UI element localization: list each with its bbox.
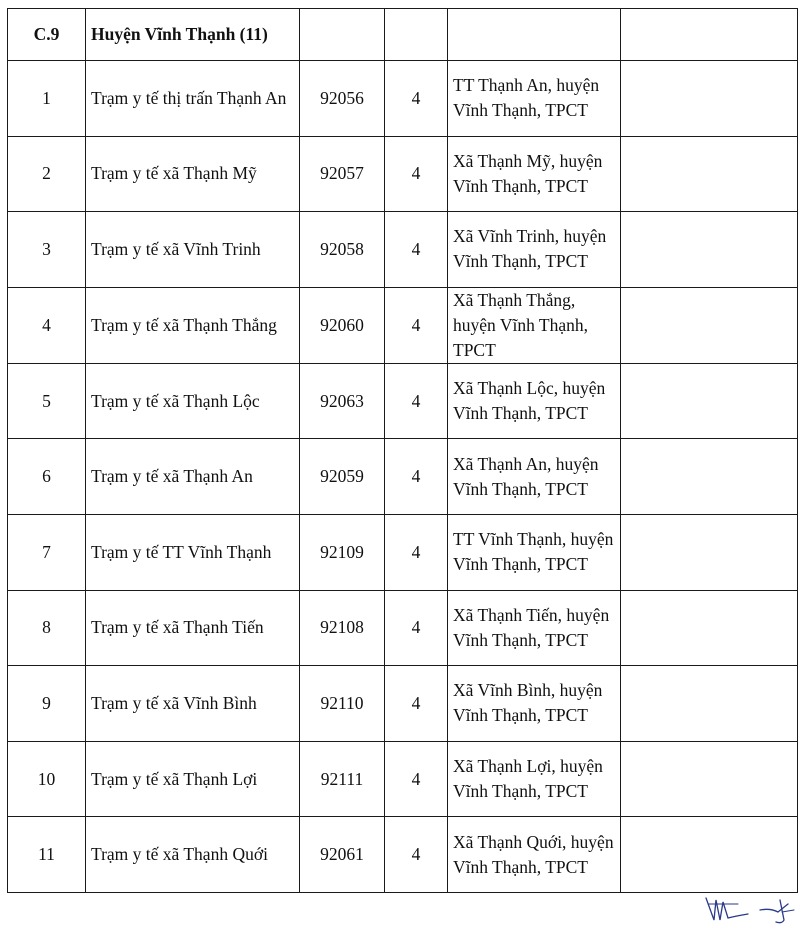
facility-grade: 4 bbox=[385, 287, 448, 363]
table-row bbox=[8, 666, 798, 742]
facility-address: Xã Thạnh Lộc, huyện Vĩnh Thạnh, TPCT bbox=[448, 363, 621, 439]
facility-grade: 4 bbox=[385, 514, 448, 590]
section-empty-cell bbox=[300, 9, 385, 61]
section-empty-cell bbox=[621, 9, 798, 61]
table-row bbox=[8, 514, 798, 590]
row-number: 3 bbox=[8, 212, 86, 288]
row-number: 9 bbox=[8, 666, 86, 742]
facility-name: Trạm y tế thị trấn Thạnh An bbox=[86, 61, 300, 137]
facility-address: Xã Vĩnh Trinh, huyện Vĩnh Thạnh, TPCT bbox=[448, 212, 621, 288]
table-row bbox=[8, 590, 798, 666]
facility-grade: 4 bbox=[385, 666, 448, 742]
facility-code: 92059 bbox=[300, 439, 385, 515]
table-row bbox=[8, 61, 798, 137]
note-cell bbox=[621, 439, 798, 515]
note-cell bbox=[621, 666, 798, 742]
facility-address: Xã Thạnh Lợi, huyện Vĩnh Thạnh, TPCT bbox=[448, 741, 621, 817]
table-row bbox=[8, 363, 798, 439]
facility-name: Trạm y tế TT Vĩnh Thạnh bbox=[86, 514, 300, 590]
facility-name: Trạm y tế xã Thạnh Lộc bbox=[86, 363, 300, 439]
table-row bbox=[8, 136, 798, 212]
note-cell bbox=[621, 590, 798, 666]
facility-address: Xã Thạnh An, huyện Vĩnh Thạnh, TPCT bbox=[448, 439, 621, 515]
facility-code: 92111 bbox=[300, 741, 385, 817]
facility-grade: 4 bbox=[385, 212, 448, 288]
section-header-row bbox=[8, 9, 798, 61]
row-number: 5 bbox=[8, 363, 86, 439]
row-number: 11 bbox=[8, 817, 86, 893]
section-code: C.9 bbox=[8, 9, 86, 61]
facility-grade: 4 bbox=[385, 136, 448, 212]
note-cell bbox=[621, 61, 798, 137]
facility-code: 92056 bbox=[300, 61, 385, 137]
facility-table bbox=[7, 8, 798, 893]
row-number: 7 bbox=[8, 514, 86, 590]
facility-grade: 4 bbox=[385, 817, 448, 893]
table-row bbox=[8, 741, 798, 817]
row-number: 8 bbox=[8, 590, 86, 666]
table-row bbox=[8, 817, 798, 893]
facility-code: 92109 bbox=[300, 514, 385, 590]
note-cell bbox=[621, 741, 798, 817]
facility-code: 92063 bbox=[300, 363, 385, 439]
facility-name: Trạm y tế xã Thạnh An bbox=[86, 439, 300, 515]
facility-name: Trạm y tế xã Vĩnh Bình bbox=[86, 666, 300, 742]
facility-name: Trạm y tế xã Thạnh Mỹ bbox=[86, 136, 300, 212]
facility-name: Trạm y tế xã Thạnh Lợi bbox=[86, 741, 300, 817]
facility-address: Xã Vĩnh Bình, huyện Vĩnh Thạnh, TPCT bbox=[448, 666, 621, 742]
facility-code: 92108 bbox=[300, 590, 385, 666]
row-number: 6 bbox=[8, 439, 86, 515]
table-row bbox=[8, 287, 798, 363]
facility-code: 92061 bbox=[300, 817, 385, 893]
table-row bbox=[8, 212, 798, 288]
facility-name: Trạm y tế xã Thạnh Tiến bbox=[86, 590, 300, 666]
facility-address: TT Vĩnh Thạnh, huyện Vĩnh Thạnh, TPCT bbox=[448, 514, 621, 590]
facility-code: 92058 bbox=[300, 212, 385, 288]
facility-grade: 4 bbox=[385, 363, 448, 439]
note-cell bbox=[621, 363, 798, 439]
facility-name: Trạm y tế xã Thạnh Quới bbox=[86, 817, 300, 893]
section-empty-cell bbox=[385, 9, 448, 61]
facility-grade: 4 bbox=[385, 61, 448, 137]
facility-name: Trạm y tế xã Thạnh Thắng bbox=[86, 287, 300, 363]
facility-name: Trạm y tế xã Vĩnh Trinh bbox=[86, 212, 300, 288]
note-cell bbox=[621, 514, 798, 590]
facility-grade: 4 bbox=[385, 439, 448, 515]
facility-code: 92110 bbox=[300, 666, 385, 742]
note-cell bbox=[621, 817, 798, 893]
handwritten-signature bbox=[698, 890, 798, 930]
note-cell bbox=[621, 136, 798, 212]
note-cell bbox=[621, 287, 798, 363]
section-title: Huyện Vĩnh Thạnh (11) bbox=[86, 9, 300, 61]
row-number: 2 bbox=[8, 136, 86, 212]
section-empty-cell bbox=[448, 9, 621, 61]
table-row bbox=[8, 439, 798, 515]
facility-grade: 4 bbox=[385, 741, 448, 817]
facility-address: Xã Thạnh Thắng, huyện Vĩnh Thạnh, TPCT bbox=[448, 287, 621, 363]
facility-grade: 4 bbox=[385, 590, 448, 666]
facility-code: 92060 bbox=[300, 287, 385, 363]
note-cell bbox=[621, 212, 798, 288]
facility-address: Xã Thạnh Tiến, huyện Vĩnh Thạnh, TPCT bbox=[448, 590, 621, 666]
facility-address: Xã Thạnh Mỹ, huyện Vĩnh Thạnh, TPCT bbox=[448, 136, 621, 212]
facility-address: Xã Thạnh Quới, huyện Vĩnh Thạnh, TPCT bbox=[448, 817, 621, 893]
facility-address: TT Thạnh An, huyện Vĩnh Thạnh, TPCT bbox=[448, 61, 621, 137]
facility-code: 92057 bbox=[300, 136, 385, 212]
row-number: 1 bbox=[8, 61, 86, 137]
row-number: 4 bbox=[8, 287, 86, 363]
row-number: 10 bbox=[8, 741, 86, 817]
